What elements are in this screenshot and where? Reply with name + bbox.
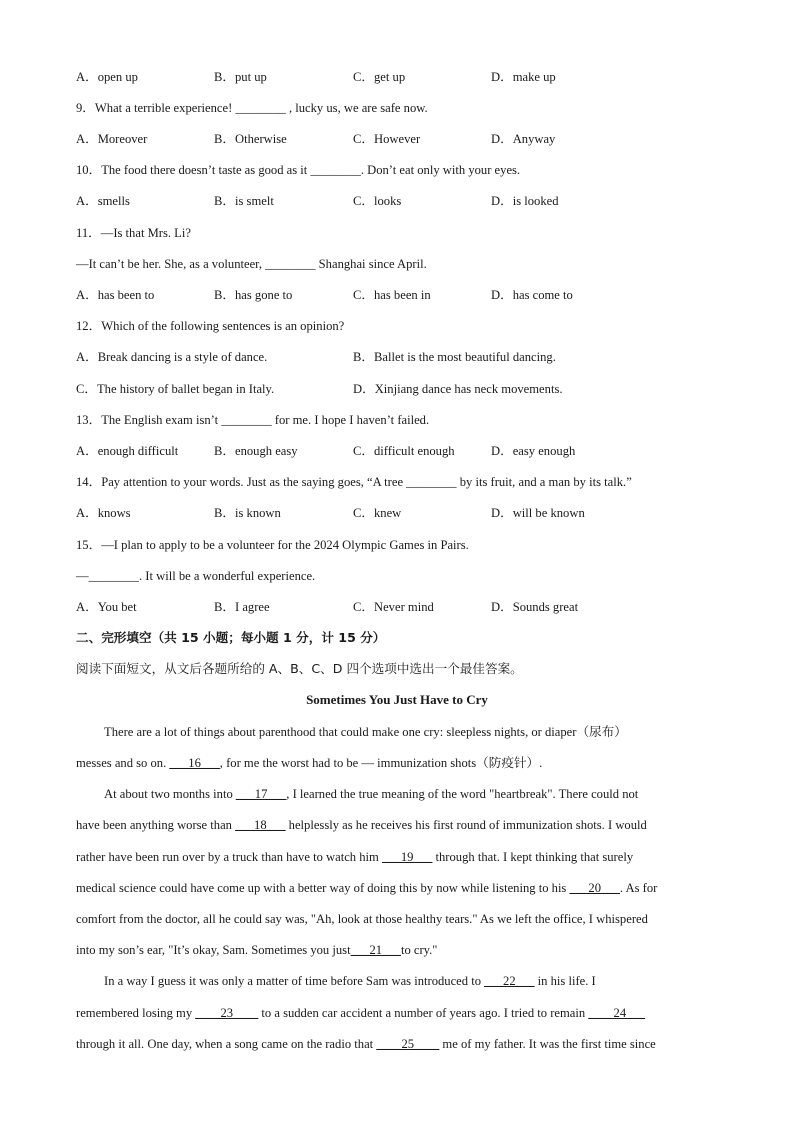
q11-stem-reply: —It can’t be her. She, as a volunteer, ________ Shanghai since April. [76, 257, 427, 271]
q10-option-d[interactable]: D．is looked [491, 194, 559, 208]
blank-19[interactable]: ___19___ [381, 850, 433, 864]
q14-option-a[interactable]: A．knows [76, 506, 131, 520]
blank-18[interactable]: ___18___ [235, 818, 286, 832]
passage-text: in his life. I [534, 974, 596, 988]
passage-line [76, 1036, 719, 1052]
q10-option-a[interactable]: A．smells [76, 194, 130, 208]
q9-option-a[interactable]: A．Moreover [76, 132, 148, 146]
section-instruction: 阅读下面短文，从文后各题所给的 A、B、C、D 四个选项中选出一个最佳答案。 [76, 661, 523, 676]
blank-21[interactable]: ___21___ [350, 943, 401, 957]
passage-text: to a sudden car accident a number of years ago. I tried to remain [258, 1006, 589, 1020]
q11-option-c[interactable]: C．has been in [353, 288, 431, 302]
passage-text: medical science could have come up with a better way of doing this by now while listening to his [76, 881, 570, 895]
passage-text: messes and so on. [76, 756, 170, 770]
blank-17[interactable]: ___17___ [235, 787, 287, 801]
q13-option-d[interactable]: D．easy enough [491, 444, 576, 458]
q14-option-b[interactable]: B．is known [214, 506, 281, 520]
q8-option-b[interactable]: B．put up [214, 70, 267, 84]
q8-option-c[interactable]: C．get up [353, 70, 406, 84]
q15-option-a[interactable]: A．You bet [76, 600, 137, 614]
passage-text: There are a lot of things about parenthood that could make one cry: sleepless nights, or diaper（尿布） [104, 725, 627, 739]
q9-option-d[interactable]: D．Anyway [491, 132, 556, 146]
passage-text: , I learned the true meaning of the word "heartbreak". There could not [286, 787, 639, 801]
passage-text: have been anything worse than [76, 818, 236, 832]
q14-option-d[interactable]: D．will be known [491, 506, 585, 520]
passage-line [76, 755, 719, 771]
q12-stem: 12．Which of the following sentences is an opinion? [76, 319, 345, 333]
passage-line [76, 911, 719, 927]
passage-text: , for me the worst had to be — immunization shots（防疫针）. [219, 756, 543, 770]
passage-line [104, 973, 719, 989]
q12-option-a[interactable]: A．Break dancing is a style of dance. [76, 350, 268, 364]
q13-option-a[interactable]: A．enough difficult [76, 444, 179, 458]
q15-stem: 15．—I plan to apply to be a volunteer for the 2024 Olympic Games in Pairs. [76, 538, 469, 552]
q13-option-b[interactable]: B．enough easy [214, 444, 298, 458]
q12-option-c[interactable]: C．The history of ballet began in Italy. [76, 382, 275, 396]
blank-24[interactable]: ____24___ [588, 1006, 646, 1020]
passage-line [76, 880, 719, 896]
q9-stem: 9．What a terrible experience! ________ , lucky us, we are safe now. [76, 101, 428, 115]
q11-option-a[interactable]: A．has been to [76, 288, 155, 302]
blank-25[interactable]: ____25____ [376, 1037, 440, 1051]
q14-option-c[interactable]: C．knew [353, 506, 402, 520]
q15-option-c[interactable]: C．Never mind [353, 600, 434, 614]
passage-text: At about two months into [104, 787, 236, 801]
q11-stem: 11．—Is that Mrs. Li? [76, 226, 191, 240]
passage-text: me of my father. It was the first time since [439, 1037, 656, 1051]
blank-16[interactable]: ___16___ [169, 756, 220, 770]
passage-title: Sometimes You Just Have to Cry [306, 692, 488, 707]
blank-20[interactable]: ___20___ [569, 881, 620, 895]
passage-text: In a way I guess it was only a matter of time before Sam was introduced to [104, 974, 485, 988]
q12-option-b[interactable]: B．Ballet is the most beautiful dancing. [353, 350, 556, 364]
passage-line [104, 786, 719, 802]
passage-text: comfort from the doctor, all he could say was, "Ah, look at those healthy tears." As we left the office, I whispered [76, 912, 648, 926]
q9-option-b[interactable]: B．Otherwise [214, 132, 287, 146]
passage-text: . As for [619, 881, 658, 895]
q8-option-d[interactable]: D．make up [491, 70, 556, 84]
q14-stem: 14．Pay attention to your words. Just as the saying goes, “A tree ________ by its fruit, and a man by its talk.” [76, 475, 632, 489]
passage-text: into my son’s ear, "It’s okay, Sam. Sometimes you just [76, 943, 351, 957]
passage-line [76, 1005, 719, 1021]
passage-text: through that. I kept thinking that surely [432, 850, 634, 864]
q10-stem: 10．The food there doesn’t taste as good as it ________. Don’t eat only with your eyes. [76, 163, 521, 177]
passage-text: through it all. One day, when a song came on the radio that [76, 1037, 377, 1051]
q11-option-b[interactable]: B．has gone to [214, 288, 293, 302]
passage-line [76, 817, 719, 833]
q11-option-d[interactable]: D．has come to [491, 288, 573, 302]
q12-option-d[interactable]: D．Xinjiang dance has neck movements. [353, 382, 563, 396]
passage-line [76, 942, 719, 958]
q13-stem: 13．The English exam isn’t ________ for me. I hope I haven’t failed. [76, 413, 430, 427]
passage-text: remembered losing my [76, 1006, 196, 1020]
q15-option-b[interactable]: B．I agree [214, 600, 270, 614]
section-heading: 二、完形填空（共 15 小题；每小题 1 分，计 15 分） [76, 630, 386, 645]
blank-22[interactable]: ___22___ [484, 974, 535, 988]
passage-text: to cry." [400, 943, 438, 957]
q9-option-c[interactable]: C．However [353, 132, 421, 146]
q10-option-b[interactable]: B．is smelt [214, 194, 274, 208]
passage-line [76, 849, 719, 865]
passage-line [104, 724, 719, 740]
passage-text: helplessly as he receives his first round of immunization shots. I would [285, 818, 647, 832]
q8-option-a[interactable]: A．open up [76, 70, 138, 84]
q13-option-c[interactable]: C．difficult enough [353, 444, 455, 458]
q15-option-d[interactable]: D．Sounds great [491, 600, 579, 614]
q15-stem-reply: —________. It will be a wonderful experience. [76, 569, 316, 583]
blank-23[interactable]: ____23____ [195, 1006, 259, 1020]
q10-option-c[interactable]: C．looks [353, 194, 402, 208]
passage-text: rather have been run over by a truck than have to watch him [76, 850, 382, 864]
